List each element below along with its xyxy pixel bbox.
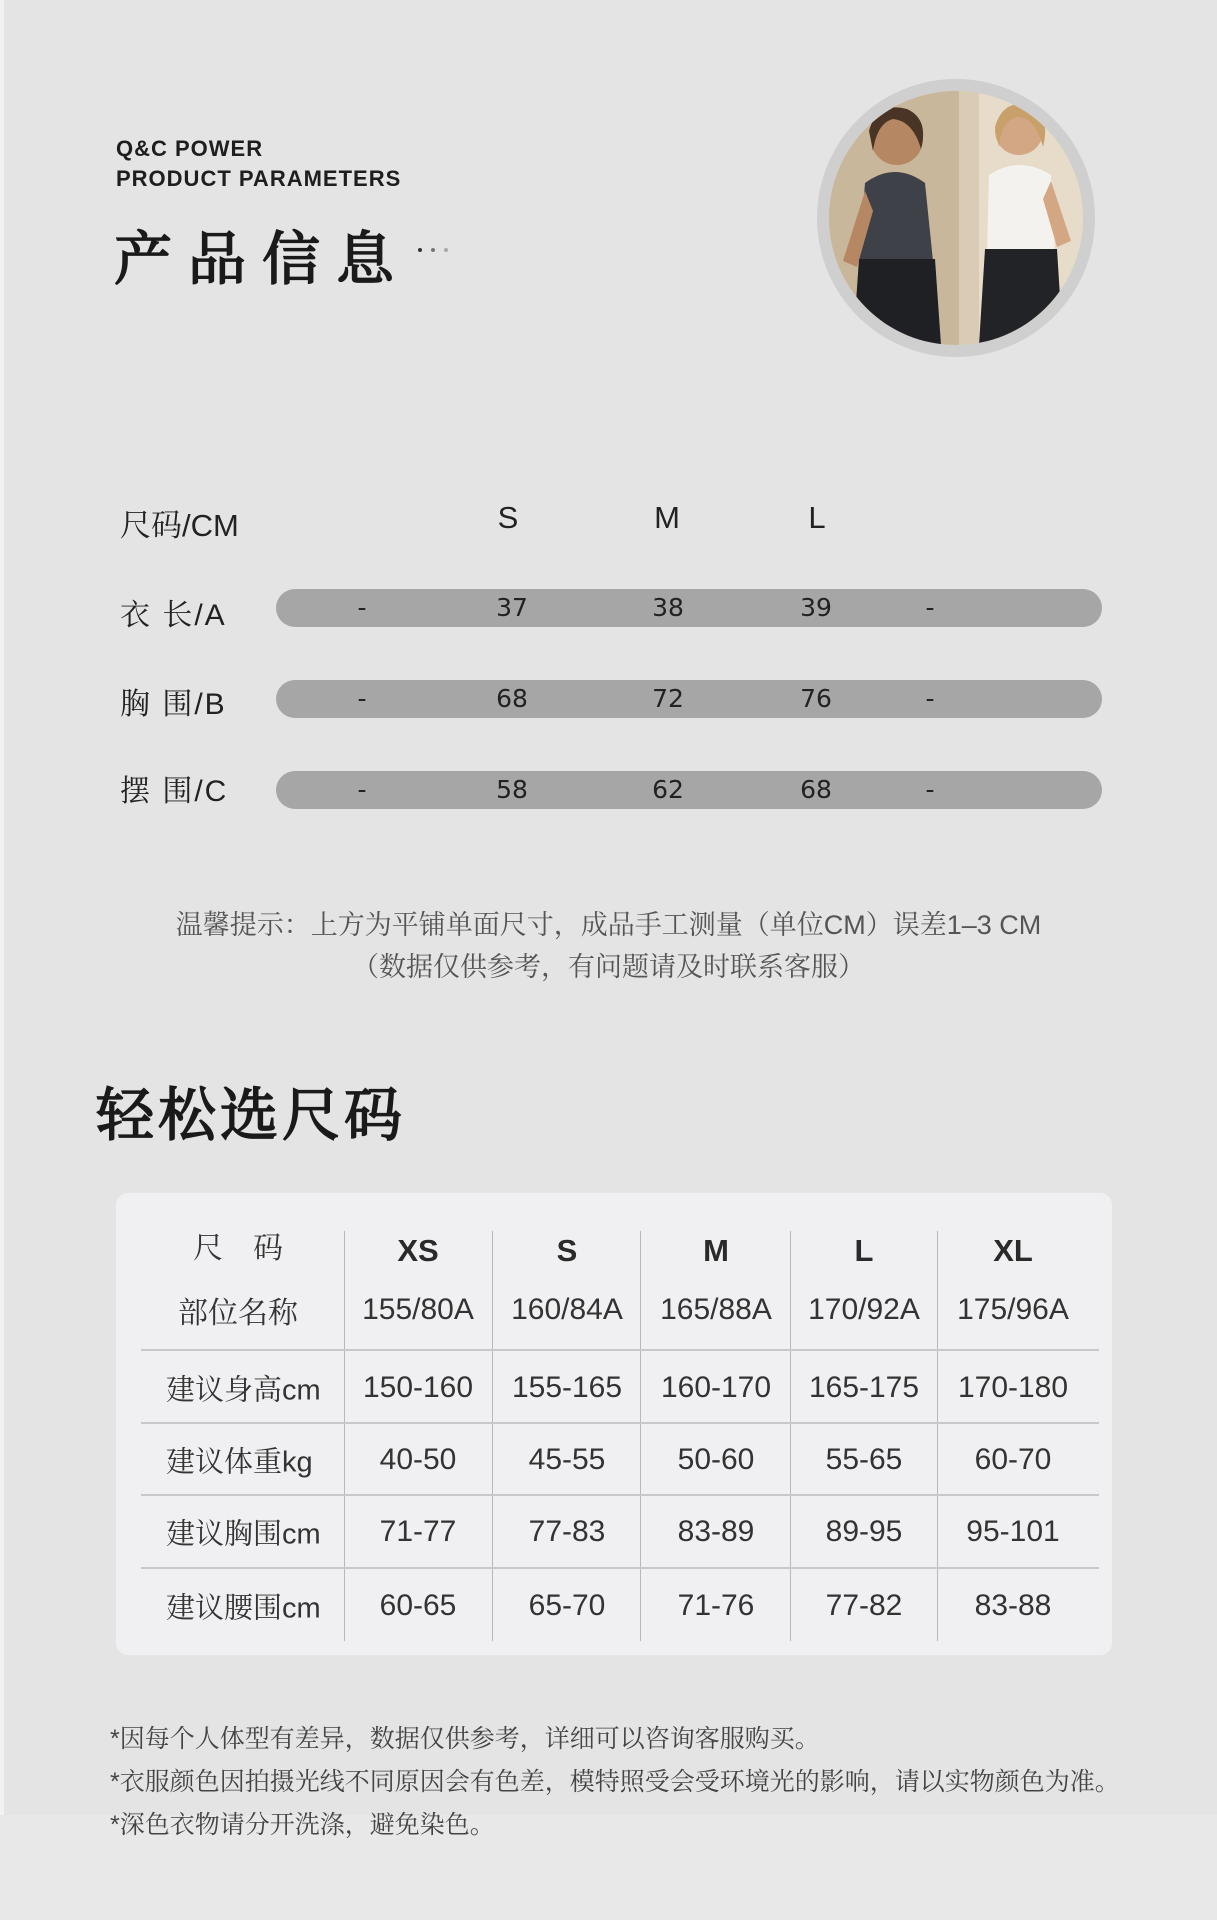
param-bar-length — [276, 589, 1102, 627]
table-cell: 160-170 — [660, 1371, 772, 1404]
param-cell: - — [357, 684, 367, 713]
col-code-m: 165/88A — [660, 1293, 772, 1326]
row-label-weight: 建议体重kg — [166, 1446, 313, 1479]
row-label-chest: 建议胸围cm — [166, 1518, 321, 1551]
col-size-l: L — [854, 1233, 874, 1268]
col-size-xs: XS — [397, 1233, 439, 1268]
param-size-s: S — [497, 500, 519, 535]
size-unit-label: 尺码/CM — [120, 508, 239, 543]
col-divider — [790, 1231, 791, 1641]
param-cell: - — [925, 593, 935, 622]
col-code-s: 160/84A — [511, 1293, 623, 1326]
col-divider — [640, 1231, 641, 1641]
corner-size-label: 尺 码 — [193, 1232, 283, 1265]
param-size-l: L — [808, 500, 826, 535]
table-cell: 150-160 — [362, 1371, 474, 1404]
param-cell: - — [357, 775, 367, 804]
row-label-height: 建议身高cm — [166, 1374, 321, 1407]
col-size-xl: XL — [993, 1233, 1033, 1268]
row-divider — [141, 1422, 1099, 1424]
title-dots-icon — [418, 248, 448, 252]
col-size-s: S — [556, 1233, 578, 1268]
table-cell: 155-165 — [511, 1371, 623, 1404]
table-cell: 83-89 — [677, 1515, 755, 1548]
brand-block — [116, 134, 401, 194]
param-cell: - — [925, 775, 935, 804]
row-divider — [141, 1567, 1099, 1569]
param-cell: 38 — [652, 593, 684, 622]
measure-note-line-1: 温馨提示：上方为平铺单面尺寸，成品手工测量（单位CM）误差1–3 CM — [175, 910, 1042, 940]
param-cell: 37 — [496, 593, 528, 622]
col-size-m: M — [703, 1233, 729, 1268]
row-divider — [141, 1349, 1099, 1351]
param-row-label: 胸 围/B — [120, 688, 227, 721]
table-cell: 165-175 — [808, 1371, 920, 1404]
param-bar-hem — [276, 771, 1102, 809]
col-code-xs: 155/80A — [362, 1293, 474, 1326]
table-cell: 40-50 — [379, 1443, 457, 1476]
col-divider — [344, 1231, 345, 1641]
param-cell: 76 — [800, 684, 832, 713]
footnote-2: *衣服颜色因拍摄光线不同原因会有色差，模特照受会受环境光的影响，请以实物颜色为准。 — [110, 1768, 1120, 1796]
footnote-3: *深色衣物请分开洗涤，避免染色。 — [110, 1811, 495, 1839]
table-cell: 89-95 — [825, 1515, 903, 1548]
size-guide-title: 轻松选尺码 — [96, 1081, 407, 1149]
table-cell: 60-65 — [379, 1589, 457, 1622]
param-cell: 58 — [496, 775, 528, 804]
table-cell: 65-70 — [528, 1589, 606, 1622]
param-row-label: 摆 围/C — [120, 775, 229, 808]
table-cell: 170-180 — [957, 1371, 1069, 1404]
brand-line-1: Q&C POWER — [116, 136, 264, 161]
table-cell: 60-70 — [974, 1443, 1052, 1476]
table-cell: 50-60 — [677, 1443, 755, 1476]
table-cell: 77-83 — [528, 1515, 606, 1548]
param-bar-chest — [276, 680, 1102, 718]
col-code-xl: 175/96A — [957, 1293, 1069, 1326]
table-cell: 77-82 — [825, 1589, 903, 1622]
table-cell: 55-65 — [825, 1443, 903, 1476]
size-guide-table — [116, 1193, 1112, 1655]
model-photo — [829, 91, 1083, 345]
corner-part-label: 部位名称 — [178, 1297, 298, 1330]
table-cell: 95-101 — [966, 1515, 1060, 1548]
param-cell: 62 — [652, 775, 684, 804]
param-cell: 39 — [800, 593, 832, 622]
param-cell: 68 — [800, 775, 832, 804]
table-cell: 71-76 — [677, 1589, 755, 1622]
param-cell: 72 — [652, 684, 684, 713]
page-title: 产品信息 — [114, 225, 411, 293]
param-row-label: 衣 长/A — [120, 599, 227, 632]
param-cell: - — [925, 684, 935, 713]
param-size-m: M — [654, 500, 680, 535]
footnotes — [110, 1718, 1120, 1847]
brand-line-2: PRODUCT PARAMETERS — [116, 166, 402, 191]
table-cell: 71-77 — [379, 1515, 457, 1548]
param-cell: - — [357, 593, 367, 622]
col-divider — [937, 1231, 938, 1641]
model-photo-frame — [817, 79, 1095, 357]
measure-note-line-2: （数据仅供参考，有问题请及时联系客服） — [352, 952, 865, 982]
col-divider — [492, 1231, 493, 1641]
table-cell: 83-88 — [974, 1589, 1052, 1622]
row-divider — [141, 1494, 1099, 1496]
row-label-waist: 建议腰围cm — [166, 1592, 321, 1625]
table-cell: 45-55 — [528, 1443, 606, 1476]
col-code-l: 170/92A — [808, 1293, 920, 1326]
two-women-activewear-photo-icon — [829, 91, 1083, 345]
footnote-1: *因每个人体型有差异，数据仅供参考，详细可以咨询客服购买。 — [110, 1725, 820, 1753]
param-cell: 68 — [496, 684, 528, 713]
